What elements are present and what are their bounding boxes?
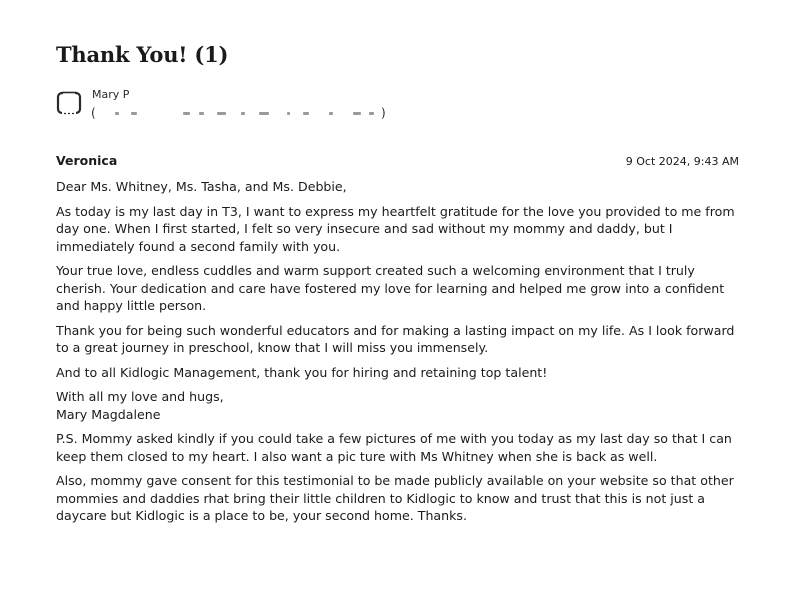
- message-body: [56, 178, 746, 532]
- redaction-mark: [183, 112, 190, 115]
- message-from: Veronica: [56, 153, 118, 168]
- redaction-mark: [259, 112, 269, 115]
- greeting: Dear Ms. Whitney, Ms. Tasha, and Ms. Debbie,: [56, 179, 347, 194]
- consent-paragraph: Also, mommy gave consent for this testimonial to be made publicly available on your website so that other mommies and daddies rhat bring their little children to Kidlogic to know and trust that this is not just a daycare but Kidlogic is a place to be, your second home. Thanks.: [56, 473, 734, 523]
- postscript: P.S. Mommy asked kindly if you could take a few pictures of me with you today as my last day so that I can keep them closed to my heart. I also want a pic ture with Ms Whitney when she is back as well.: [56, 431, 732, 464]
- redaction-mark: [353, 112, 361, 115]
- redaction-mark: [131, 112, 137, 115]
- email-open-paren: (: [91, 106, 96, 120]
- avatar-outline-icon: [56, 90, 82, 116]
- redaction-mark: [241, 112, 245, 115]
- signoff: With all my love and hugs, Mary Magdalene: [56, 389, 224, 422]
- user-avatar-icon[interactable]: [56, 90, 82, 116]
- sender-email-redacted: [91, 106, 401, 122]
- body-paragraph: Your true love, endless cuddles and warm support created such a welcoming environment that I truly cherish. Your dedication and care have fostered my love for learning and helped me grow into a confident and happy little person.: [56, 263, 725, 313]
- redaction-mark: [329, 112, 333, 115]
- redaction-mark: [287, 112, 290, 115]
- sender-name[interactable]: Mary P: [92, 88, 130, 101]
- redaction-mark: [199, 112, 204, 115]
- message-title: Thank You! (1): [56, 42, 229, 67]
- message-timestamp: 9 Oct 2024, 9:43 AM: [625, 155, 739, 168]
- body-paragraph: And to all Kidlogic Management, thank you for hiring and retaining top talent!: [56, 364, 548, 380]
- redaction-mark: [369, 112, 374, 115]
- redaction-mark: [115, 112, 119, 115]
- redaction-mark: [303, 112, 309, 115]
- body-paragraph: As today is my last day in T3, I want to express my heartfelt gratitude for the love you provided to me from day one. When I first started, I felt so very insecure and sad without my mommy and daddy, but I immediately found a second family with you.: [56, 203, 735, 254]
- body-paragraph: Thank you for being such wonderful educators and for making a lasting impact on my life. As I look forward to a great journey in preschool, know that I will miss you immensely.: [56, 322, 735, 355]
- email-close-paren: ): [381, 106, 386, 120]
- redaction-mark: [217, 112, 226, 115]
